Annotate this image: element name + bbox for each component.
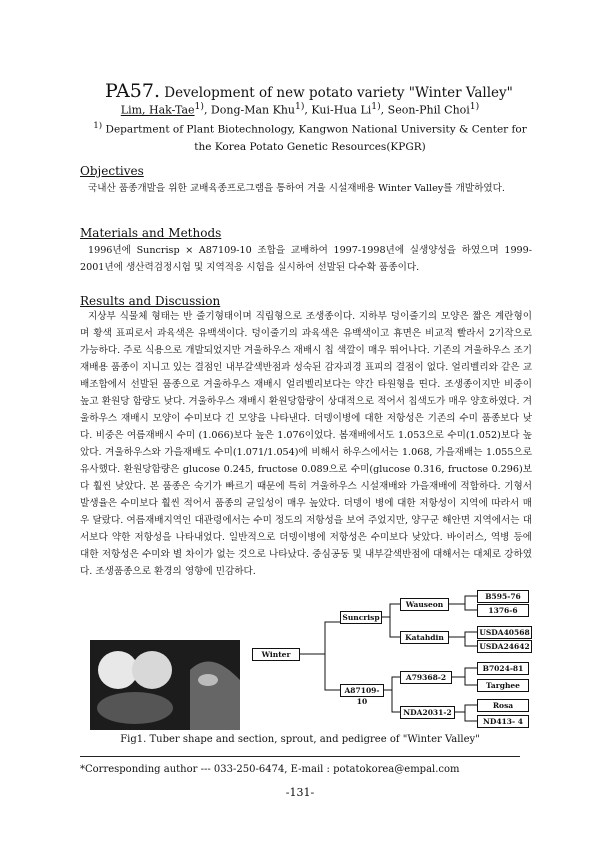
affil-marker: 1) <box>93 121 103 131</box>
pedigree-nda2031: NDA2031-2 <box>400 706 455 719</box>
author-2: , Dong-Man Khu <box>203 103 296 117</box>
results-heading: Results and Discussion <box>80 294 221 308</box>
pedigree-suncrisp: Suncrisp <box>340 611 382 624</box>
pedigree-a79368: A79368-2 <box>400 671 452 684</box>
methods-heading: Materials and Methods <box>80 226 222 240</box>
pedigree-winter: Winter <box>252 648 300 661</box>
objectives-text: 국내산 품종개발을 위한 교배육종프로그램을 통하여 겨울 시설재배용 Winter Valley를 개발하였다. <box>88 183 505 194</box>
abstract-code: PA57. <box>105 80 160 102</box>
affil-marker: 1) <box>469 101 480 112</box>
results-text: 지상부 식물체 형태는 반 줄기형태이며 직립형으로 조생종이다. 지하부 덩이줄기의 모양은 짧은 계란형이며 황색 표피로서 과육색은 유백색이다. 덩이줄기의 과육색은 유백색이고 휴면은 비교적 빨라서 2기작으로 가능하다. 주로 식용으로 개발되었지만 겨울하우스 재배시 칩 색깔이 매우 뛰어나다. 기존의 겨울하우스 조기재배용 품종이 지니고 있는 결점인 내부갈색반점과 성숙된 감자괴경 표피의 결점이 없다. 얼리벨리와 같은 교배조합에서 선발된 품종으로 겨울하우스 재배시 얼리벨리보다는 약간 타원형을 띤다. 조생종이지만 비중이 높고 환원당 함량도 낮다. 겨울하우스 재배시 환원당함량이 상대적으로 적어서 칩색도가 매우 양호하였다. 겨울하우스 재배시 모양이 수미보다 긴 모양을 나타낸다. 더뎅이병에 대한 저항성은 기존의 수미 품종보다 낮다. 비중은 여름재배시 수미 (1.066)보다 높은 1.076이었다. 봄재배에서도 1.053으로 수미(1.052)보다 높았다. 겨울하우스와 가을재배도 수미(1.071/1.054)에 비해서 하우스에서는 1.068, 가을재배는 1.055으로 유사했다. 환원당함량은 glucose 0.245, fructose 0.089으로 수미(glucose 0.316, fructose 0.296)보다 훨씬 낮았다. 본 품종은 숙기가 빠르기 때문에 특히 겨울하우스 시설재배와 가을재배에 적합하다. 기형서 발생율은 수미보다 훨씬 적어서 품종의 균일성이 매우 높았다. 더뎅이 병에 대한 저항성이 지역에 따라서 매우 달랐다. 여름재배지역인 대관령에서는 수미 정도의 저항성을 보여 주었지만, 양구군 해안면 지역에서는 대서보다 약한 저항성을 나타내었다. 일반적으로 더뎅이병에 저항성은 수미보다 낮았다. 바이러스, 역병 등에 대한 저항성은 수미와 별 차이가 없는 것으로 나타났다. 중심공동 및 내부갈색반점에 대해서는 대체로 강하였다. 조생품종으로 환경의 영향에 민감하다. <box>80 311 532 577</box>
objectives-heading: Objectives <box>80 164 144 178</box>
author-3: , Kui-Hua Li <box>304 103 372 117</box>
pedigree-1376: 1376-6 <box>477 604 529 617</box>
pedigree-usda24642: USDA24642 <box>477 640 532 653</box>
footnote-divider <box>80 756 520 757</box>
title-text: Development of new potato variety "Winter Valley" <box>164 85 513 101</box>
pedigree-wauseon: Wauseon <box>400 598 449 611</box>
pedigree-usda40568: USDA40568 <box>477 626 532 639</box>
affil-marker: 1) <box>295 101 305 112</box>
affil-marker: 1) <box>371 101 381 112</box>
pedigree-nd413: ND413- 4 <box>477 715 529 728</box>
affiliation-text: Department of Plant Biotechnology, Kangwon National University & Center for the Korea Potato Genetic Resources(KPGR) <box>105 123 527 153</box>
pedigree-targhee: Targhee <box>477 679 529 692</box>
footnote: *Corresponding author --- 033-250-6474, E-mail : potatokorea@empal.com <box>80 764 460 775</box>
methods-text: 1996년에 Suncrisp × A87109-10 조합을 교배하여 1997-1998년에 실생양성을 하였으며 1999-2001년에 생산력검정시험 및 지역적응 시험을 실시하여 선발된 다수확 품종이다. <box>80 245 532 273</box>
author-4: , Seon-Phil Choi <box>380 103 470 117</box>
pedigree-rosa: Rosa <box>477 699 529 712</box>
pedigree-b7024: B7024-81 <box>477 662 529 675</box>
pedigree-a87109: A87109-10 <box>340 684 384 697</box>
pedigree-b595: B595-76 <box>477 590 529 603</box>
pedigree-katahdin: Katahdin <box>400 631 449 644</box>
figure-caption: Fig1. Tuber shape and section, sprout, and pedigree of "Winter Valley" <box>120 734 480 745</box>
corresponding-author: Lim, Hak-Tae <box>120 103 195 117</box>
page-number: -131- <box>285 786 315 799</box>
affil-marker: 1) <box>194 101 204 112</box>
